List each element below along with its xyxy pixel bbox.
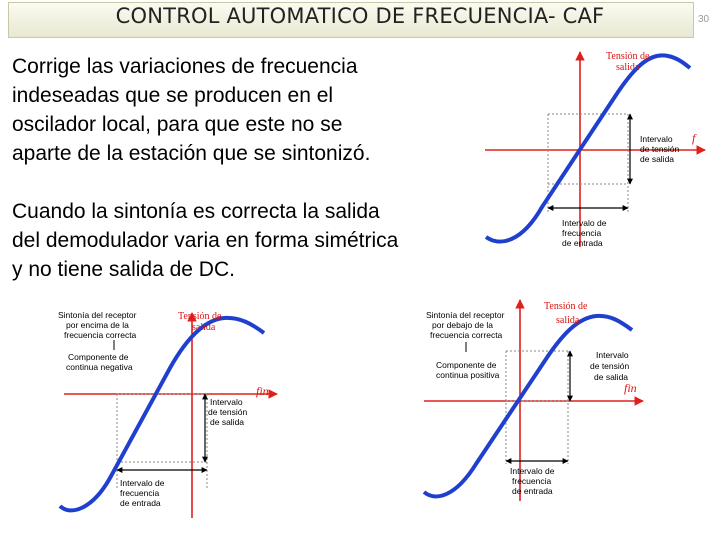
input-interval-label: de entrada [562,238,603,248]
y-axis-label: salida [556,315,580,326]
dc-component-note: Componente de [436,360,497,370]
slide-title: CONTROL AUTOMATICO DE FRECUENCIA- CAF [115,4,605,28]
input-interval-label: Intervalo de [510,466,555,476]
paragraph-1 [12,52,482,168]
tuning-note: Sintonía del receptor [426,310,505,320]
tuning-note: por encima de la [66,320,129,330]
x-axis-label: fin [256,384,269,398]
output-interval-label: de tensión [640,144,680,154]
input-interval-label: Intervalo de [120,478,165,488]
input-interval-label: frecuencia [562,228,602,238]
x-axis-label: f [692,131,696,145]
figure-tuning-above [52,298,282,523]
paragraph-1-line: Corrige las variaciones de frecuencia [12,55,358,78]
y-axis-label: salida [616,62,640,73]
output-interval-label: Intervalo [640,134,673,144]
output-interval-label: de salida [594,372,629,382]
paragraph-2 [12,197,482,284]
tuning-note: frecuencia correcta [64,330,137,340]
x-axis-label: fin [624,381,637,395]
y-axis-label: salida [192,322,216,333]
paragraph-1-line: indeseadas que se producen en el [12,84,334,107]
figure-correct-tuning [480,42,710,252]
input-interval-label: frecuencia [512,476,552,486]
output-interval-label: de tensión [590,361,630,371]
input-interval-label: Intervalo de [562,218,607,228]
output-interval-label: de tensión [208,407,248,417]
slide-number: 30 [698,14,710,25]
tuning-note: frecuencia correcta [430,330,503,340]
paragraph-1-line: oscilador local, para que este no se [12,113,343,136]
input-interval-label: frecuencia [120,488,160,498]
dc-component-note: continua negativa [66,362,133,372]
paragraph-2-line: Cuando la sintonía es correcta la salida [12,200,380,223]
y-axis-label: Tensión de [178,311,222,322]
output-interval-label: Intervalo [596,350,629,360]
tuning-note: por debajo de la [432,320,493,330]
dc-component-note: Componente de [68,352,129,362]
dc-component-note: continua positiva [436,370,500,380]
input-interval-label: de entrada [512,486,553,496]
y-axis-label: Tensión de [606,51,650,62]
figure-tuning-below [418,296,648,506]
tuning-note: Sintonía del receptor [58,310,137,320]
output-interval-label: de salida [640,154,675,164]
input-interval-label: de entrada [120,498,161,508]
output-interval-label: Intervalo [210,397,243,407]
paragraph-2-line: del demodulador varia en forma simétrica [12,229,399,252]
paragraph-1-line: aparte de la estación que se sintonizó. [12,142,371,165]
paragraph-2-line: y no tiene salida de DC. [12,258,235,281]
y-axis-label: Tensión de [544,301,588,312]
output-interval-label: de salida [210,417,245,427]
